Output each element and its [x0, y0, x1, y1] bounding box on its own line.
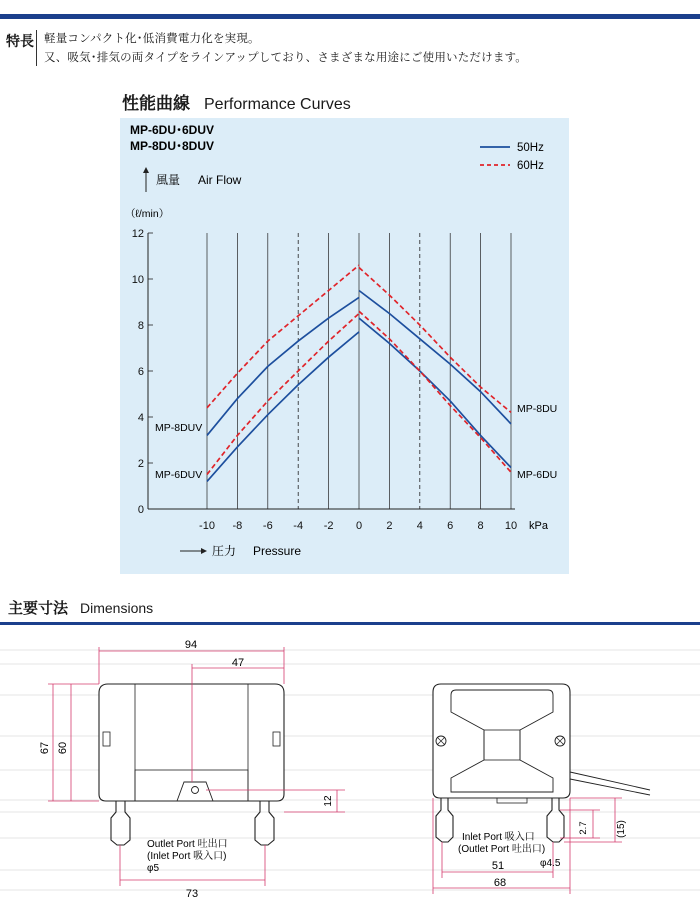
front-inlet-label: (Inlet Port 吸入口) — [147, 851, 227, 862]
dim-front-60: 60 — [57, 741, 69, 755]
dim-front-12: 12 — [323, 795, 334, 807]
chart-ticks — [132, 228, 517, 532]
front-view — [99, 684, 284, 845]
y-tick-label-4: 8 — [137, 320, 144, 332]
x-tick-label-3: -4 — [293, 520, 304, 532]
dim-side-51: 51 — [491, 860, 505, 872]
x-tick-label-4: -2 — [323, 520, 334, 532]
dim-side-2-7: 2.7 — [578, 821, 589, 835]
dim-front-73: 73 — [185, 888, 199, 900]
curve-label-mp6duv: MP-6DUV — [155, 469, 203, 481]
dim-front-94: 94 — [184, 639, 198, 651]
dimensions-drawing — [0, 625, 700, 911]
model-label-1: MP-6DU･6DUV — [130, 123, 215, 137]
features-line-1: 軽量コンパクト化･低消費電力化を実現。 — [44, 33, 260, 45]
x-label-jp: 圧力 — [212, 544, 237, 558]
y-tick-label-0: 0 — [137, 504, 144, 516]
y-label-jp: 風量 — [156, 173, 181, 187]
y-axis-arrow-head — [143, 167, 149, 173]
front-port-diameter: φ5 — [147, 863, 160, 874]
model-label-2: MP-8DU･8DUV — [130, 139, 215, 153]
series-line-mp-8du-50hz — [359, 291, 511, 424]
legend-60hz-label: 60Hz — [517, 160, 544, 172]
x-tick-label-6: 2 — [386, 520, 393, 532]
dim-side-68: 68 — [493, 877, 507, 889]
y-tick-label-3: 6 — [137, 366, 144, 378]
x-tick-label-5: 0 — [355, 520, 363, 532]
y-tick-label-6: 12 — [131, 228, 144, 240]
side-outlet-label: (Outlet Port 吐出口) — [458, 844, 546, 855]
dim-front-47: 47 — [231, 657, 245, 669]
side-inlet-label: Inlet Port 吸入口 — [462, 832, 535, 843]
curve-label-mp8duv: MP-8DUV — [155, 422, 203, 434]
performance-title-jp: 性能曲線 — [122, 94, 190, 113]
dimensions-title-en: Dimensions — [80, 600, 154, 616]
y-unit: （ℓ/min） — [125, 208, 170, 220]
x-label-en: Pressure — [253, 544, 302, 558]
dim-front-67: 67 — [39, 741, 51, 755]
series-line-mp-8duv-50hz — [207, 297, 359, 435]
x-tick-label-9: 8 — [477, 520, 484, 532]
dim-side-15: (15) — [616, 820, 627, 838]
series-line-mp-8du-60hz — [359, 268, 511, 413]
dimensions-title — [8, 597, 153, 618]
performance-title-en: Performance Curves — [204, 96, 351, 113]
y-label-en: Air Flow — [198, 173, 242, 187]
x-tick-label-1: -8 — [232, 520, 243, 532]
side-port-diameter: φ4.5 — [540, 858, 561, 869]
legend-50hz-label: 50Hz — [517, 142, 544, 154]
x-unit: kPa — [529, 520, 548, 532]
features-line-2: 又、吸気･排気の両タイプをラインアップしており、さまざまな用途にご使用いただけます。 — [44, 52, 527, 64]
side-view — [433, 684, 650, 842]
x-tick-label-10: 10 — [504, 520, 518, 532]
x-tick-label-8: 6 — [447, 520, 454, 532]
front-outlet-label: Outlet Port 吐出口 — [147, 839, 228, 850]
x-tick-label-7: 4 — [416, 520, 423, 532]
curve-label-mp8du: MP-8DU — [517, 403, 558, 415]
y-tick-label-2: 4 — [137, 412, 144, 424]
x-axis-arrow-head — [201, 548, 207, 554]
y-tick-label-5: 10 — [131, 274, 144, 286]
dimensions-title-jp: 主要寸法 — [8, 600, 69, 617]
curve-label-mp6du: MP-6DU — [517, 469, 558, 481]
series-line-mp-6duv-60hz — [207, 314, 359, 475]
features-label: 特長 — [6, 33, 34, 49]
series-line-mp-6du-60hz — [359, 311, 511, 472]
x-tick-label-0: -10 — [199, 520, 215, 532]
y-tick-label-1: 2 — [137, 458, 144, 470]
x-tick-label-2: -6 — [262, 520, 273, 532]
chart-axes — [148, 233, 515, 509]
